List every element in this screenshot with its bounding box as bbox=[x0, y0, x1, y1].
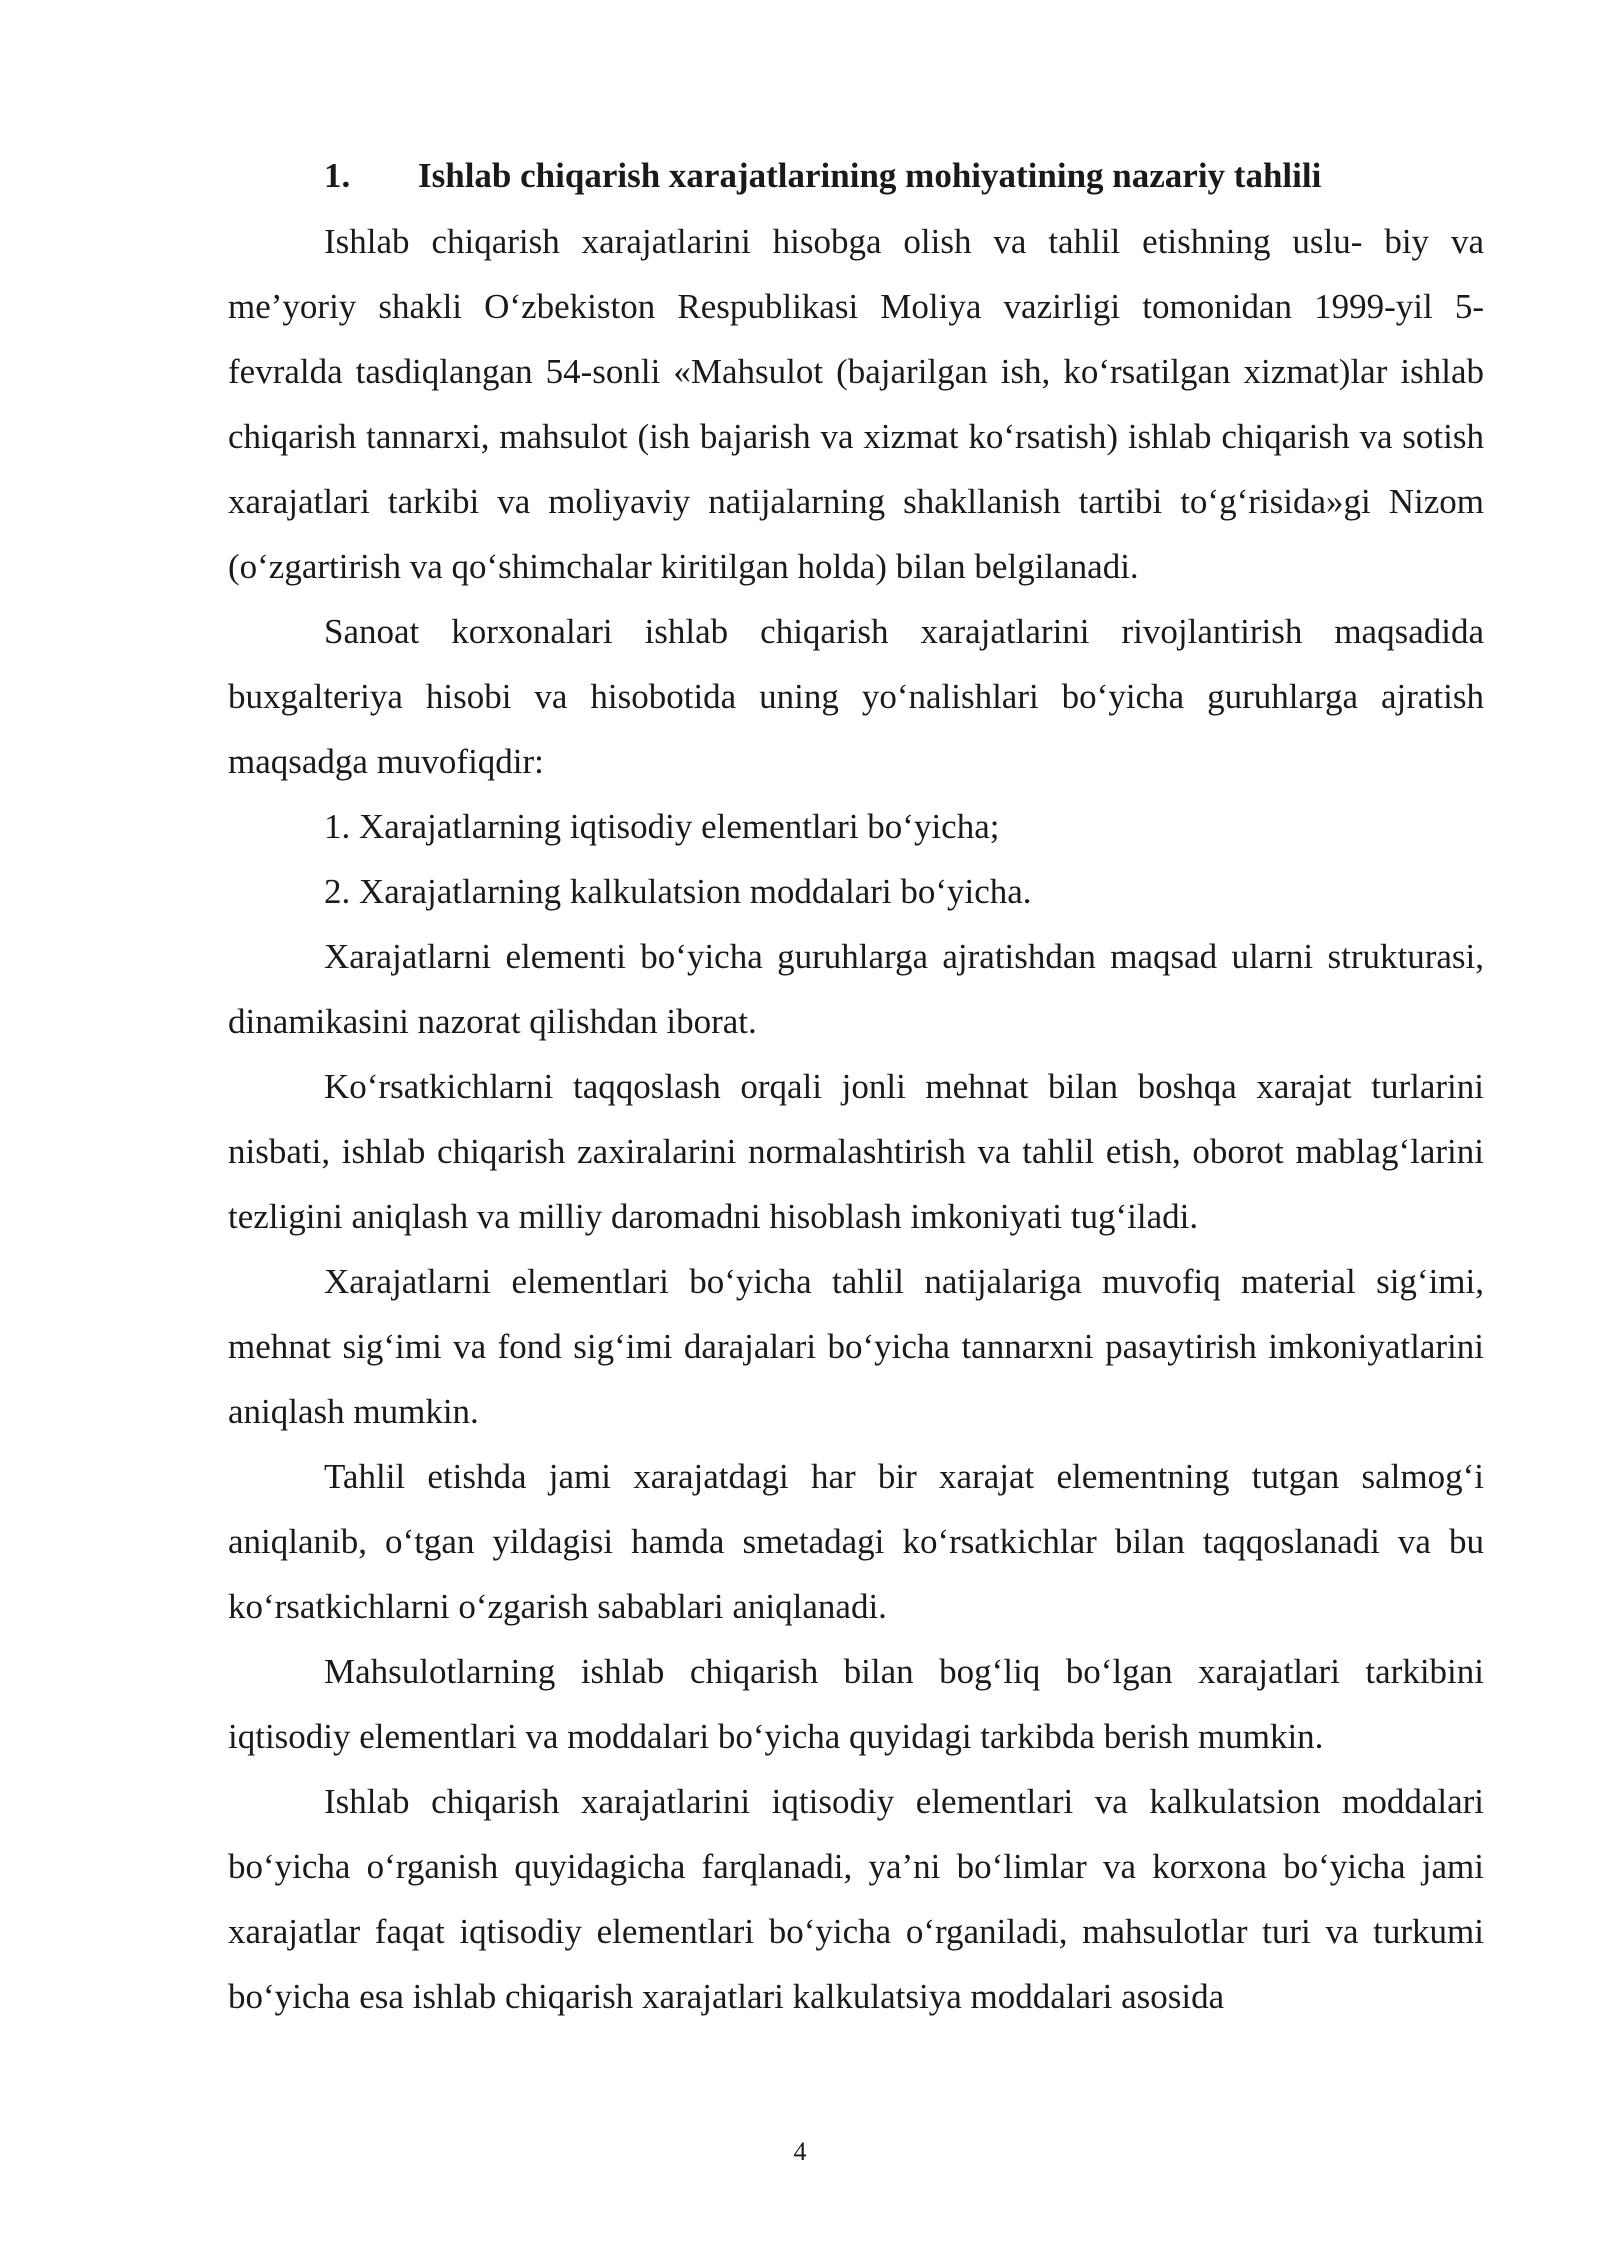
paragraph-intensity-analysis: Xarajatlarni elementlari bo‘yicha tahlil natijalariga muvofiq material sig‘imi, mehnat sig‘imi va fond sig‘imi darajalari bo‘yicha tannarxni pasaytirish imkoniyatlarini aniqlash mumkin. bbox=[228, 1262, 1484, 1431]
page-number: 4 bbox=[793, 2137, 807, 2166]
paragraph-element-grouping: Xarajatlarni elementi bo‘yicha guruhlarga ajratishdan maqsad ularni strukturasi, dinamikasini nazorat qilishdan iborat. bbox=[228, 937, 1484, 1041]
list-item-calculation-items: 2. Xarajatlarning kalkulatsion moddalari bo‘yicha. bbox=[324, 872, 1032, 911]
paragraph-study-differences: Ishlab chiqarish xarajatlarini iqtisodiy elementlari va kalkulatsion moddalari bo‘yicha o‘rganish quyidagicha farqlanadi, ya’ni bo‘limlar va korxona bo‘yicha jami xarajatlar faqat iqtisodiy elementlari bo‘yicha o‘rganiladi, mahsulotlar turi va turkumi bo‘yicha esa ishlab chiqarish xarajatlari kalkulatsiya moddalari asosida bbox=[228, 1782, 1484, 2016]
page-content bbox=[228, 150, 1484, 2029]
paragraph-cost-composition: Mahsulotlarning ishlab chiqarish bilan bog‘liq bo‘lgan xarajatlari tarkibini iqtisodiy elementlari va moddalari bo‘yicha quyidagi tarkibda berish mumkin. bbox=[228, 1652, 1484, 1756]
section-title: Ishlab chiqarish xarajatlarining mohiyatining nazariy tahlili bbox=[418, 156, 1322, 195]
paragraph-element-share: Tahlil etishda jami xarajatdagi har bir xarajat elementning tutgan salmog‘i aniqlanib, o‘tgan yildagisi hamda smetadagi ko‘rsatkichlar bilan taqqoslanadi va bu ko‘rsatkichlarni o‘zgarish sabablari aniqlanadi. bbox=[228, 1457, 1484, 1626]
list-item-economic-elements: 1. Xarajatlarning iqtisodiy elementlari bo‘yicha; bbox=[324, 807, 1000, 846]
section-number: 1. bbox=[324, 156, 351, 195]
paragraph-grouping-purpose: Sanoat korxonalari ishlab chiqarish xarajatlarini rivojlantirish maqsadida buxgalteriya hisobi va hisobotida uning yo‘nalishlari bo‘yicha guruhlarga ajratish maqsadga muvofiqdir: bbox=[228, 612, 1484, 781]
paragraph-normative-basis: Ishlab chiqarish xarajatlarini hisobga olish va tahlil etishning uslu- biy va me’yoriy shakli O‘zbekiston Respublikasi Moliya vazirligi tomonidan 1999-yil 5-fevralda tasdiqlangan 54-sonli «Mahsulot (bajarilgan ish, ko‘rsatilgan xizmat)lar ishlab chiqarish tannarxi, mahsulot (ish bajarish va xizmat ko‘rsatish) ishlab chiqarish va sotish xarajatlari tarkibi va moliyaviy natijalarning shakllanish tartibi to‘g‘risida»gi Nizom (o‘zgartirish va qo‘shimchalar kiritilgan holda) bilan belgilanadi. bbox=[228, 222, 1484, 586]
section-heading bbox=[228, 150, 1484, 202]
paragraph-indicator-comparison: Ko‘rsatkichlarni taqqoslash orqali jonli mehnat bilan boshqa xarajat turlarini nisbati, ishlab chiqarish zaxiralarini normalashtirish va tahlil etish, oborot mablag‘larini tezligini aniqlash va milliy daromadni hisoblash imkoniyati tug‘iladi. bbox=[228, 1067, 1484, 1236]
